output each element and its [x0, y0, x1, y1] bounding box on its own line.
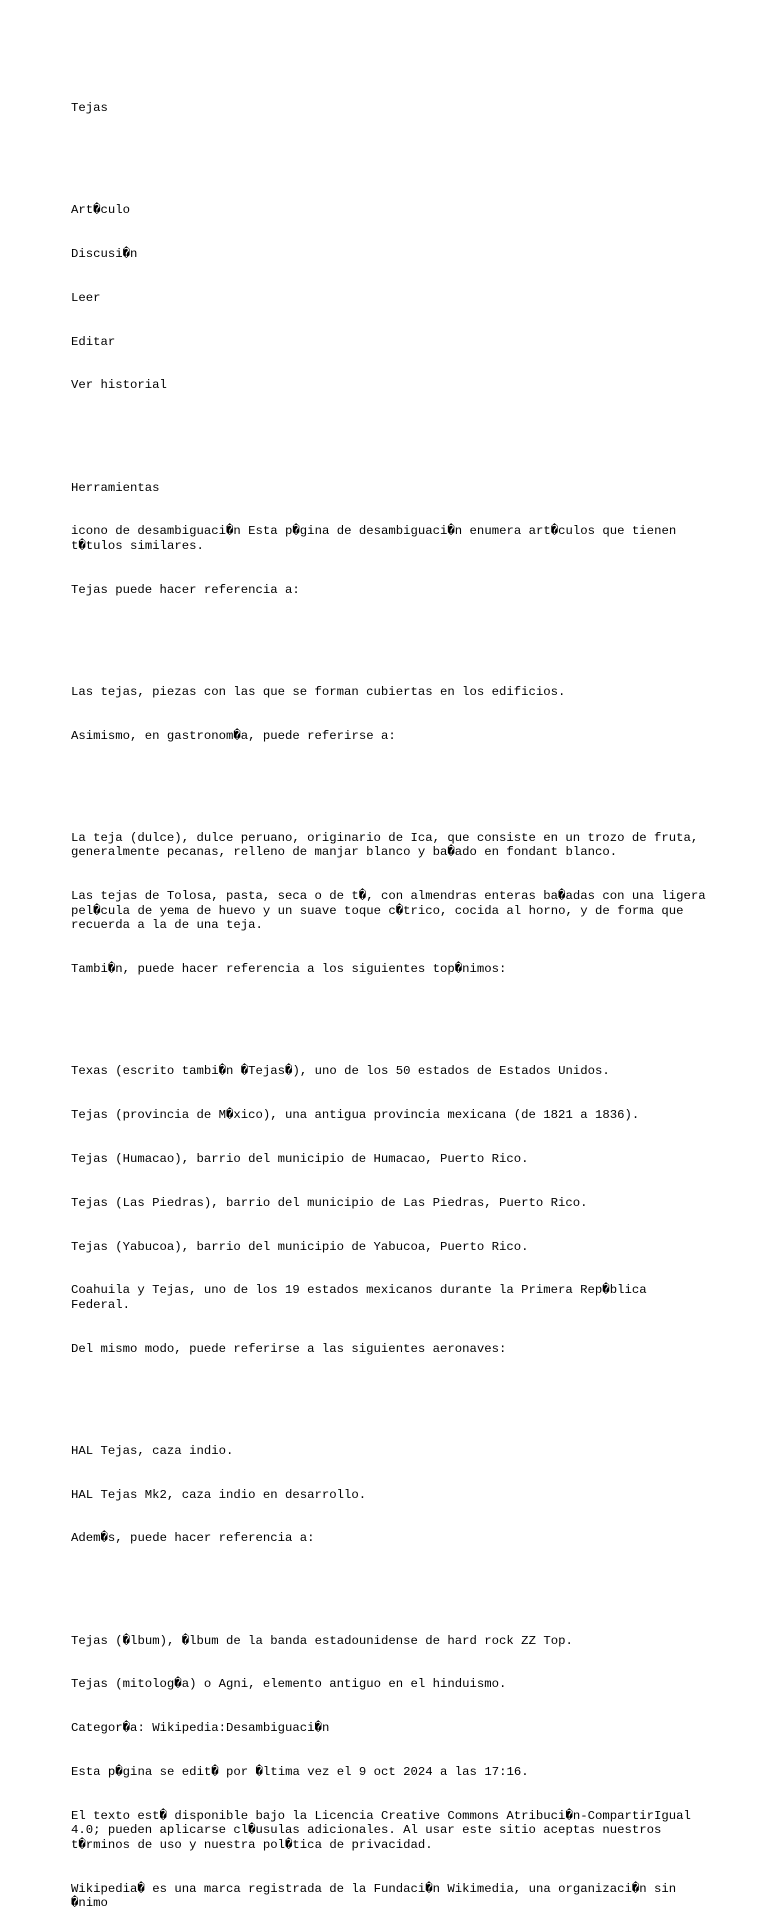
spacer — [71, 773, 711, 788]
spacer — [71, 627, 711, 642]
list-item: Tejas (Yabucoa), barrio del municipio de Yabucoa, Puerto Rico. — [71, 1239, 529, 1254]
tab-read[interactable]: Leer — [71, 290, 101, 305]
trademark-text: Wikipedia� es una marca registrada de la Fundaci�n Wikimedia, una organizaci�n sin �nimo — [71, 1881, 684, 1911]
section-lead: Adem�s, puede hacer referencia a: — [71, 1531, 315, 1546]
tools-menu[interactable]: Herramientas — [71, 480, 160, 495]
license-text: El texto est� disponible bajo la Licencia Creative Commons Atribuci�n-CompartirIgual 4.0; pueden aplicarse cl�usulas adicionales. Al usar este sitio aceptas nuestros t�rminos de uso y nuestra pol�tica de privacidad. — [71, 1808, 699, 1852]
page-title: Tejas — [71, 101, 108, 116]
section-lead: Asimismo, en gastronom�a, puede referirse a: — [71, 728, 396, 743]
list-item: Tejas (Las Piedras), barrio del municipio de Las Piedras, Puerto Rico. — [71, 1195, 588, 1210]
list-item: Tejas (Humacao), barrio del municipio de Humacao, Puerto Rico. — [71, 1151, 529, 1166]
list-item: HAL Tejas Mk2, caza indio en desarrollo. — [71, 1487, 367, 1502]
list-item: Las tejas de Tolosa, pasta, seca o de t�, con almendras enteras ba�adas con una ligera pel�cula de yema de huevo y un suave toque c�trico, cocida al horno, y de forma que recuerda a la de una teja. — [71, 889, 714, 933]
list-item: Texas (escrito tambi�n �Tejas�), uno de los 50 estados de Estados Unidos. — [71, 1064, 610, 1079]
tab-edit[interactable]: Editar — [71, 334, 116, 349]
intro-lead: Tejas puede hacer referencia a: — [71, 582, 300, 597]
category-line: Categor�a: Wikipedia:Desambiguaci�n — [71, 1721, 330, 1736]
spacer — [71, 422, 711, 437]
disambiguation-notice: icono de desambiguaci�n Esta p�gina de desambiguaci�n enumera art�culos que tienen t�tulos similares. — [71, 524, 684, 553]
document-body — [71, 72, 714, 1925]
spacer — [71, 1006, 711, 1021]
list-item: La teja (dulce), dulce peruano, originario de Ica, que consiste en un trozo de fruta, generalmente pecanas, relleno de manjar blanco y ba�ado en fondant blanco. — [71, 830, 706, 860]
spacer — [71, 1385, 711, 1400]
spacer — [71, 1575, 711, 1590]
list-item: Tejas (�lbum), �lbum de la banda estadounidense de hard rock ZZ Top. — [71, 1633, 573, 1648]
section-lead: Tambi�n, puede hacer referencia a los siguientes top�nimos: — [71, 962, 507, 977]
section-lead: Del mismo modo, puede referirse a las siguientes aeronaves: — [71, 1341, 507, 1356]
last-edited: Esta p�gina se edit� por �ltima vez el 9 oct 2024 a las 17:16. — [71, 1764, 529, 1779]
tab-discussion[interactable]: Discusi�n — [71, 247, 138, 262]
list-item: Coahuila y Tejas, uno de los 19 estados mexicanos durante la Primera Rep�blica Federal. — [71, 1283, 655, 1312]
tab-view-history[interactable]: Ver historial — [71, 378, 167, 393]
spacer — [71, 145, 711, 160]
tab-article[interactable]: Art�culo — [71, 203, 131, 218]
list-item: Tejas (provincia de M�xico), una antigua provincia mexicana (de 1821 a 1836). — [71, 1108, 640, 1123]
list-item: Las tejas, piezas con las que se forman cubiertas en los edificios. — [71, 684, 566, 699]
list-item: Tejas (mitolog�a) o Agni, elemento antiguo en el hinduismo. — [71, 1677, 507, 1692]
list-item: HAL Tejas, caza indio. — [71, 1443, 234, 1458]
